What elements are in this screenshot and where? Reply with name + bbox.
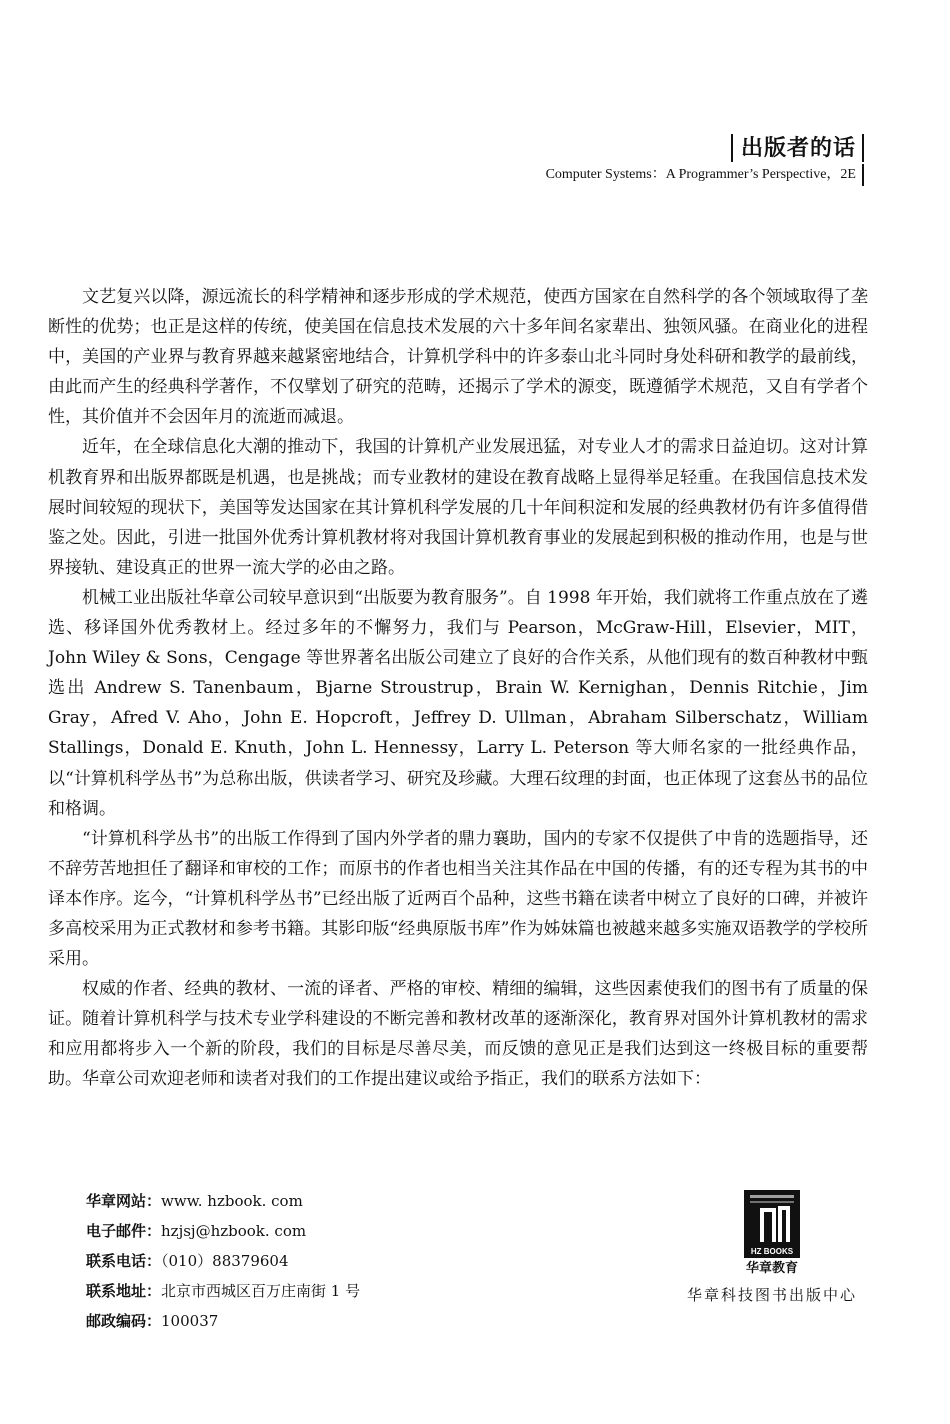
paragraph-2: 近年，在全球信息化大潮的推动下，我国的计算机产业发展迅猛，对专业人才的需求日益迫切。这对计算机教育界和出版界都既是机遇，也是挑战；而专业教材的建设在教育战略上显得举足轻重。在我国信息技术发展时间较短的现状下，美国等发达国家在其计算机科学发展的几十年间积淀和发展的经典教材仍有许多值得借鉴之处。因此，引进一批国外优秀计算机教材将对我国计算机教育事业的发展起到积极的推动作用，也是与世界接轨、建设真正的世界一流大学的必由之路。: [48, 437, 868, 578]
paragraph-4: “计算机科学丛书”的出版工作得到了国内外学者的鼎力襄助，国内的专家不仅提供了中肯的选题指导，还不辞劳苦地担任了翻译和审校的工作；而原书的作者也相当关注其作品在中国的传播，有的还专程为其书的中译本作序。迄今，“计算机科学丛书”已经出版了近两百个品种，这些书籍在读者中树立了良好的口碑，并被许多高校采用为正式教材和参考书籍。其影印版“经典原版书库”作为姊妹篇也被越来越多实施双语教学的学校所采用。: [48, 828, 868, 970]
contact-value: www. hzbook. com: [161, 1192, 303, 1210]
contact-email: [86, 1216, 360, 1246]
book-subtitle: Computer Systems：A Programmer’s Perspective，2E: [546, 164, 864, 186]
paragraph-5: 权威的作者、经典的教材、一流的译者、严格的审校、精细的编辑，这些因素使我们的图书有了质量的保证。随着计算机科学与技术专业学科建设的不断完善和教材改革的逐渐深化，教育界对国外计算机教材的需求和应用都将步入一个新的阶段，我们的目标是尽善尽美，而反馈的意见正是我们达到这一终极目标的重要帮助。华章公司欢迎老师和读者对我们的工作提出建议或给予指正，我们的联系方法如下：: [48, 979, 868, 1090]
contact-label: 联系地址：: [86, 1282, 162, 1300]
contact-phone: [86, 1246, 360, 1276]
contact-label: 联系电话：: [86, 1252, 162, 1270]
contact-label: 邮政编码：: [86, 1312, 162, 1330]
logo-badge-text: HZ BOOKS: [750, 1247, 794, 1256]
page-title: 出版者的话: [731, 134, 864, 162]
contact-value: 100037: [161, 1312, 219, 1330]
logo-caption: 华章教育: [745, 1261, 798, 1276]
paragraph-3: 机械工业出版社华章公司较早意识到“出版要为教育服务”。自 1998 年开始，我们就将工作重点放在了遴选、移译国外优秀教材上。经过多年的不懈努力，我们与 Pearson，McGraw-Hill，Elsevier，MIT，John Wiley & Sons，Cengage 等世界著名出版公司建立了良好的合作关系，从他们现有的数百种教材中甄选出 Andrew S. Tanenbaum，Bjarne Stroustrup，Brain W. Kernighan，Dennis Ritchie，Jim Gray，Afred V. Aho，John E. Hopcroft，Jeffrey D. Ullman，Abraham Silberschatz，William Stallings，Donald E. Knuth，John L. Hennessy，Larry L. Peterson 等大师名家的一批经典作品，以“计算机科学丛书”为总称出版，供读者学习、研究及珍藏。大理石纹理的封面，也正体现了这套丛书的品位和格调。: [48, 587, 868, 819]
body-text: [48, 282, 868, 1095]
publisher-center-name: 华章科技图书出版中心: [686, 1286, 857, 1304]
contact-label: 华章网站：: [86, 1192, 162, 1210]
contact-postcode: [86, 1306, 360, 1336]
hz-books-logo-icon: [744, 1190, 800, 1258]
contact-value: hzjsj@hzbook. com: [161, 1222, 307, 1240]
contact-address: [86, 1276, 360, 1306]
contact-value: （010）88379604: [161, 1252, 289, 1270]
contact-value: 北京市西城区百万庄南街 1 号: [161, 1282, 361, 1300]
contact-info: [86, 1186, 360, 1336]
contact-website: [86, 1186, 360, 1216]
page-header: [546, 134, 864, 186]
paragraph-1: 文艺复兴以降，源远流长的科学精神和逐步形成的学术规范，使西方国家在自然科学的各个领域取得了垄断性的优势；也正是这样的传统，使美国在信息技术发展的六十多年间名家辈出、独领风骚。在商业化的进程中，美国的产业界与教育界越来越紧密地结合，计算机学科中的许多泰山北斗同时身处科研和教学的最前线，由此而产生的经典科学著作，不仅擘划了研究的范畴，还揭示了学术的源变，既遵循学术规范，又自有学者个性，其价值并不会因年月的流逝而减退。: [48, 287, 868, 428]
contact-label: 电子邮件：: [86, 1222, 162, 1240]
publisher-logo-block: [672, 1190, 872, 1306]
